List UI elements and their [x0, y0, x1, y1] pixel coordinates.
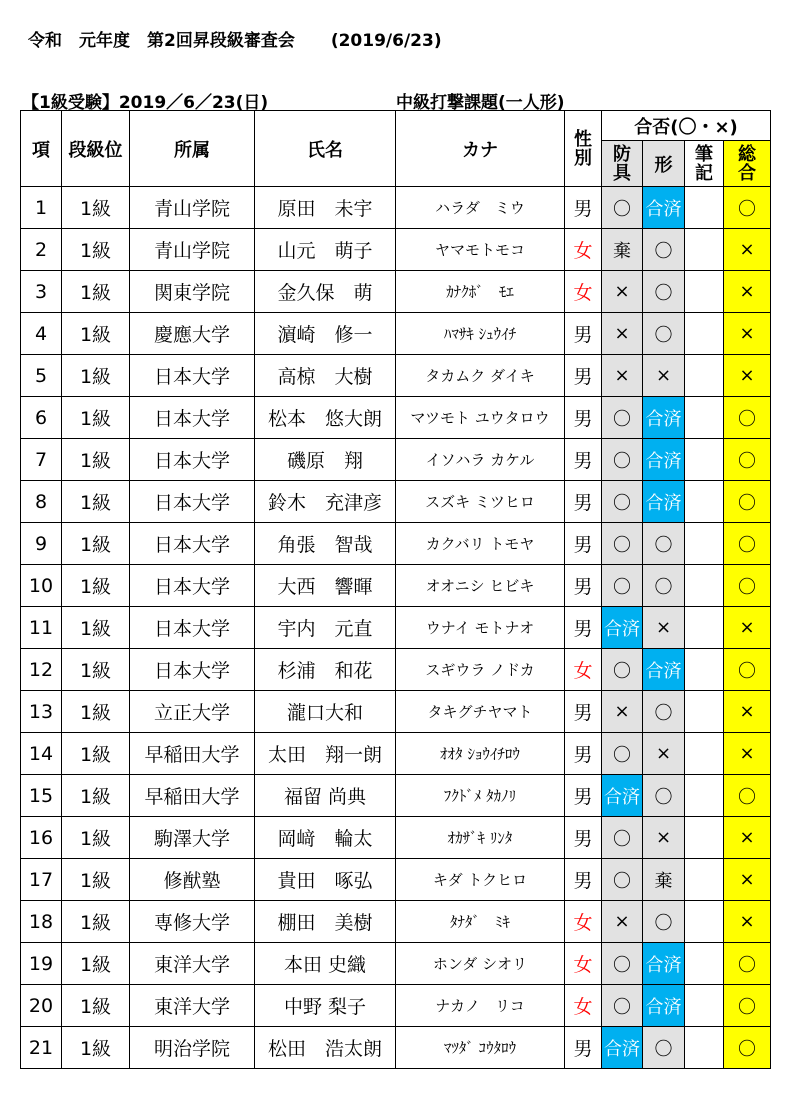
- cell-sex: 女: [565, 649, 602, 691]
- cell-no: 1: [21, 187, 62, 229]
- cell-bogu: 〇: [602, 187, 643, 229]
- header-overall-line2: 合: [738, 162, 756, 184]
- cell-rank: 1級: [62, 1027, 130, 1069]
- table-row: [21, 649, 771, 691]
- cell-kata: 〇: [643, 271, 685, 313]
- cell-rank: 1級: [62, 481, 130, 523]
- cell-affiliation: 修猷塾: [130, 859, 255, 901]
- cell-name: 中野 梨子: [255, 985, 396, 1027]
- document-title: [28, 26, 442, 51]
- cell-no: 19: [21, 943, 62, 985]
- cell-no: 5: [21, 355, 62, 397]
- table-row: [21, 481, 771, 523]
- cell-affiliation: 明治学院: [130, 1027, 255, 1069]
- cell-affiliation: 青山学院: [130, 229, 255, 271]
- cell-rank: 1級: [62, 439, 130, 481]
- cell-rank: 1級: [62, 985, 130, 1027]
- cell-sex: 女: [565, 901, 602, 943]
- cell-hikki: [685, 397, 724, 439]
- cell-name: 太田 翔一朗: [255, 733, 396, 775]
- header-bogu-line1: 防: [613, 143, 631, 165]
- cell-sex: 男: [565, 355, 602, 397]
- cell-hikki: [685, 649, 724, 691]
- table-row: [21, 985, 771, 1027]
- header-name: 氏名: [255, 111, 396, 187]
- cell-sex: 女: [565, 985, 602, 1027]
- cell-hikki: [685, 565, 724, 607]
- cell-kana: スズキ ミツヒロ: [396, 481, 565, 523]
- cell-name: 岡﨑 輪太: [255, 817, 396, 859]
- header-affiliation: 所属: [130, 111, 255, 187]
- header-bogu: [602, 141, 643, 187]
- results-body: [21, 187, 771, 1069]
- cell-affiliation: 日本大学: [130, 523, 255, 565]
- cell-rank: 1級: [62, 817, 130, 859]
- cell-hikki: [685, 271, 724, 313]
- cell-rank: 1級: [62, 313, 130, 355]
- cell-rank: 1級: [62, 649, 130, 691]
- cell-bogu: 〇: [602, 985, 643, 1027]
- cell-kata: 〇: [643, 691, 685, 733]
- cell-affiliation: 青山学院: [130, 187, 255, 229]
- cell-sex: 男: [565, 733, 602, 775]
- header-hikki-line1: 筆: [695, 143, 713, 165]
- header-sex: [565, 111, 602, 187]
- cell-no: 21: [21, 1027, 62, 1069]
- cell-kata: 合済: [643, 649, 685, 691]
- cell-rank: 1級: [62, 775, 130, 817]
- cell-hikki: [685, 733, 724, 775]
- cell-rank: 1級: [62, 271, 130, 313]
- cell-name: 貴田 啄弘: [255, 859, 396, 901]
- cell-rank: 1級: [62, 523, 130, 565]
- header-kana: カナ: [396, 111, 565, 187]
- cell-overall: 〇: [724, 943, 771, 985]
- cell-kana: ｵｵﾀ ｼｮｳｲﾁﾛｳ: [396, 733, 565, 775]
- header-hikki: [685, 141, 724, 187]
- cell-rank: 1級: [62, 691, 130, 733]
- cell-affiliation: 立正大学: [130, 691, 255, 733]
- cell-hikki: [685, 901, 724, 943]
- header-no: 項: [21, 111, 62, 187]
- cell-name: 高椋 大樹: [255, 355, 396, 397]
- cell-kana: ホンダ シオリ: [396, 943, 565, 985]
- cell-affiliation: 関東学院: [130, 271, 255, 313]
- cell-hikki: [685, 523, 724, 565]
- cell-kata: ×: [643, 607, 685, 649]
- cell-sex: 男: [565, 691, 602, 733]
- cell-overall: 〇: [724, 1027, 771, 1069]
- cell-rank: 1級: [62, 943, 130, 985]
- table-row: [21, 271, 771, 313]
- cell-bogu: 〇: [602, 817, 643, 859]
- table-row: [21, 733, 771, 775]
- cell-bogu: 〇: [602, 649, 643, 691]
- cell-sex: 男: [565, 481, 602, 523]
- table-row: [21, 187, 771, 229]
- cell-overall: ×: [724, 733, 771, 775]
- cell-rank: 1級: [62, 565, 130, 607]
- cell-overall: ×: [724, 313, 771, 355]
- cell-affiliation: 慶應大学: [130, 313, 255, 355]
- cell-kata: 〇: [643, 313, 685, 355]
- cell-overall: 〇: [724, 775, 771, 817]
- cell-bogu: 〇: [602, 565, 643, 607]
- cell-no: 7: [21, 439, 62, 481]
- title-text: 令和 元年度 第2回昇段級審査会: [28, 31, 295, 51]
- cell-sex: 男: [565, 397, 602, 439]
- cell-name: 棚田 美樹: [255, 901, 396, 943]
- cell-name: 松本 悠大朗: [255, 397, 396, 439]
- cell-sex: 男: [565, 187, 602, 229]
- exam-subject: 中級打撃課題(一人形): [396, 93, 565, 113]
- cell-kata: 合済: [643, 439, 685, 481]
- table-row: [21, 775, 771, 817]
- cell-bogu: ×: [602, 313, 643, 355]
- cell-kana: ウナイ モトナオ: [396, 607, 565, 649]
- header-sex-line1: 性: [574, 128, 592, 150]
- cell-kana: ﾌｸﾄﾞﾒ ﾀｶﾉﾘ: [396, 775, 565, 817]
- header-result-group: 合否(〇・×): [602, 111, 771, 141]
- table-row: [21, 901, 771, 943]
- table-row: [21, 859, 771, 901]
- table-row: [21, 607, 771, 649]
- cell-overall: 〇: [724, 481, 771, 523]
- cell-sex: 男: [565, 607, 602, 649]
- cell-bogu: 合済: [602, 1027, 643, 1069]
- header-bogu-line2: 具: [613, 162, 631, 184]
- cell-overall: ×: [724, 691, 771, 733]
- cell-affiliation: 日本大学: [130, 565, 255, 607]
- header-overall: [724, 141, 771, 187]
- cell-hikki: [685, 1027, 724, 1069]
- table-row: [21, 229, 771, 271]
- cell-sex: 女: [565, 943, 602, 985]
- cell-no: 11: [21, 607, 62, 649]
- cell-no: 18: [21, 901, 62, 943]
- cell-sex: 男: [565, 565, 602, 607]
- cell-no: 8: [21, 481, 62, 523]
- cell-affiliation: 日本大学: [130, 355, 255, 397]
- cell-no: 2: [21, 229, 62, 271]
- cell-kata: 〇: [643, 901, 685, 943]
- cell-kata: 合済: [643, 943, 685, 985]
- table-row: [21, 943, 771, 985]
- cell-hikki: [685, 691, 724, 733]
- table-row: [21, 397, 771, 439]
- cell-kana: ｵｶｻﾞｷ ﾘﾝﾀ: [396, 817, 565, 859]
- table-row: [21, 817, 771, 859]
- cell-no: 14: [21, 733, 62, 775]
- cell-sex: 女: [565, 229, 602, 271]
- exam-label: 【1級受験】2019／6／23(日): [22, 93, 269, 113]
- results-table: [20, 110, 771, 1069]
- cell-kana: ﾏﾂﾀﾞ ｺｳﾀﾛｳ: [396, 1027, 565, 1069]
- cell-name: 山元 萌子: [255, 229, 396, 271]
- cell-bogu: ×: [602, 901, 643, 943]
- cell-overall: 〇: [724, 439, 771, 481]
- cell-kana: ヤマモトモコ: [396, 229, 565, 271]
- cell-overall: ×: [724, 355, 771, 397]
- cell-name: 宇内 元直: [255, 607, 396, 649]
- cell-name: 原田 未宇: [255, 187, 396, 229]
- cell-sex: 男: [565, 439, 602, 481]
- cell-hikki: [685, 985, 724, 1027]
- header-hikki-line2: 記: [695, 162, 713, 184]
- cell-name: 鈴木 充津彦: [255, 481, 396, 523]
- cell-kana: タカムク ダイキ: [396, 355, 565, 397]
- cell-kana: タキグチヤマト: [396, 691, 565, 733]
- cell-bogu: ×: [602, 691, 643, 733]
- cell-name: 本田 史織: [255, 943, 396, 985]
- cell-overall: 〇: [724, 649, 771, 691]
- cell-name: 大西 響暉: [255, 565, 396, 607]
- header-row-1: [21, 111, 771, 141]
- cell-sex: 女: [565, 271, 602, 313]
- table-row: [21, 1027, 771, 1069]
- cell-overall: 〇: [724, 523, 771, 565]
- cell-affiliation: 早稲田大学: [130, 775, 255, 817]
- cell-overall: 〇: [724, 187, 771, 229]
- cell-kana: ﾊﾏｻｷ ｼｭｳｲﾁ: [396, 313, 565, 355]
- cell-sex: 男: [565, 775, 602, 817]
- cell-overall: 〇: [724, 985, 771, 1027]
- cell-sex: 男: [565, 313, 602, 355]
- cell-overall: ×: [724, 607, 771, 649]
- cell-bogu: 〇: [602, 859, 643, 901]
- cell-no: 6: [21, 397, 62, 439]
- cell-kata: 〇: [643, 1027, 685, 1069]
- cell-affiliation: 日本大学: [130, 607, 255, 649]
- cell-rank: 1級: [62, 187, 130, 229]
- cell-name: 福留 尚典: [255, 775, 396, 817]
- cell-kana: オオニシ ヒビキ: [396, 565, 565, 607]
- cell-overall: ×: [724, 229, 771, 271]
- cell-name: 金久保 萌: [255, 271, 396, 313]
- cell-kata: ×: [643, 733, 685, 775]
- cell-sex: 男: [565, 523, 602, 565]
- cell-kata: 〇: [643, 565, 685, 607]
- cell-bogu: 〇: [602, 733, 643, 775]
- cell-no: 3: [21, 271, 62, 313]
- cell-rank: 1級: [62, 607, 130, 649]
- cell-no: 16: [21, 817, 62, 859]
- cell-bogu: 〇: [602, 481, 643, 523]
- cell-hikki: [685, 355, 724, 397]
- cell-name: 濵崎 修一: [255, 313, 396, 355]
- cell-overall: ×: [724, 271, 771, 313]
- cell-kata: 合済: [643, 985, 685, 1027]
- cell-hikki: [685, 229, 724, 271]
- cell-kana: スギウラ ノドカ: [396, 649, 565, 691]
- cell-overall: 〇: [724, 397, 771, 439]
- cell-affiliation: 東洋大学: [130, 943, 255, 985]
- cell-name: 磯原 翔: [255, 439, 396, 481]
- cell-kata: 〇: [643, 229, 685, 271]
- header-overall-line1: 総: [738, 143, 756, 165]
- table-row: [21, 313, 771, 355]
- header-rank: 段級位: [62, 111, 130, 187]
- cell-no: 12: [21, 649, 62, 691]
- cell-hikki: [685, 859, 724, 901]
- cell-overall: 〇: [724, 565, 771, 607]
- cell-kata: 棄: [643, 859, 685, 901]
- cell-kata: ×: [643, 817, 685, 859]
- cell-kata: 合済: [643, 481, 685, 523]
- cell-rank: 1級: [62, 733, 130, 775]
- cell-name: 角張 智哉: [255, 523, 396, 565]
- cell-kata: 〇: [643, 775, 685, 817]
- cell-kana: イソハラ カケル: [396, 439, 565, 481]
- cell-name: 杉浦 和花: [255, 649, 396, 691]
- cell-affiliation: 日本大学: [130, 649, 255, 691]
- cell-bogu: ×: [602, 355, 643, 397]
- cell-sex: 男: [565, 1027, 602, 1069]
- cell-kana: ﾀﾅﾀﾞ ﾐｷ: [396, 901, 565, 943]
- cell-overall: ×: [724, 859, 771, 901]
- cell-sex: 男: [565, 817, 602, 859]
- cell-kata: 合済: [643, 187, 685, 229]
- cell-no: 4: [21, 313, 62, 355]
- cell-kana: ハラダ ミウ: [396, 187, 565, 229]
- cell-kana: ｶﾅｸﾎﾞ ﾓｴ: [396, 271, 565, 313]
- cell-kata: 合済: [643, 397, 685, 439]
- cell-rank: 1級: [62, 229, 130, 271]
- cell-bogu: 合済: [602, 607, 643, 649]
- cell-overall: ×: [724, 817, 771, 859]
- cell-hikki: [685, 439, 724, 481]
- cell-kana: キダ トクヒロ: [396, 859, 565, 901]
- cell-name: 松田 浩太朗: [255, 1027, 396, 1069]
- table-row: [21, 439, 771, 481]
- cell-no: 13: [21, 691, 62, 733]
- cell-bogu: 合済: [602, 775, 643, 817]
- cell-rank: 1級: [62, 397, 130, 439]
- cell-kana: マツモト ユウタロウ: [396, 397, 565, 439]
- cell-hikki: [685, 481, 724, 523]
- title-date: (2019/6/23): [330, 31, 442, 51]
- cell-hikki: [685, 775, 724, 817]
- cell-no: 17: [21, 859, 62, 901]
- cell-no: 10: [21, 565, 62, 607]
- cell-kata: ×: [643, 355, 685, 397]
- cell-no: 15: [21, 775, 62, 817]
- cell-affiliation: 日本大学: [130, 481, 255, 523]
- cell-bogu: 棄: [602, 229, 643, 271]
- cell-overall: ×: [724, 901, 771, 943]
- cell-hikki: [685, 187, 724, 229]
- table-row: [21, 565, 771, 607]
- cell-kana: ナカノ リコ: [396, 985, 565, 1027]
- cell-rank: 1級: [62, 859, 130, 901]
- cell-bogu: ×: [602, 271, 643, 313]
- cell-kana: カクバリ トモヤ: [396, 523, 565, 565]
- cell-rank: 1級: [62, 355, 130, 397]
- table-row: [21, 355, 771, 397]
- cell-no: 9: [21, 523, 62, 565]
- cell-affiliation: 日本大学: [130, 439, 255, 481]
- cell-no: 20: [21, 985, 62, 1027]
- cell-hikki: [685, 313, 724, 355]
- cell-name: 瀧口大和: [255, 691, 396, 733]
- cell-hikki: [685, 943, 724, 985]
- cell-bogu: 〇: [602, 943, 643, 985]
- cell-affiliation: 東洋大学: [130, 985, 255, 1027]
- table-row: [21, 523, 771, 565]
- table-row: [21, 691, 771, 733]
- cell-bogu: 〇: [602, 523, 643, 565]
- cell-hikki: [685, 607, 724, 649]
- cell-bogu: 〇: [602, 397, 643, 439]
- cell-bogu: 〇: [602, 439, 643, 481]
- cell-affiliation: 早稲田大学: [130, 733, 255, 775]
- header-kata: 形: [643, 141, 685, 187]
- cell-affiliation: 専修大学: [130, 901, 255, 943]
- cell-affiliation: 日本大学: [130, 397, 255, 439]
- header-sex-line2: 別: [574, 147, 592, 169]
- cell-affiliation: 駒澤大学: [130, 817, 255, 859]
- cell-kata: 〇: [643, 523, 685, 565]
- cell-sex: 男: [565, 859, 602, 901]
- cell-rank: 1級: [62, 901, 130, 943]
- cell-hikki: [685, 817, 724, 859]
